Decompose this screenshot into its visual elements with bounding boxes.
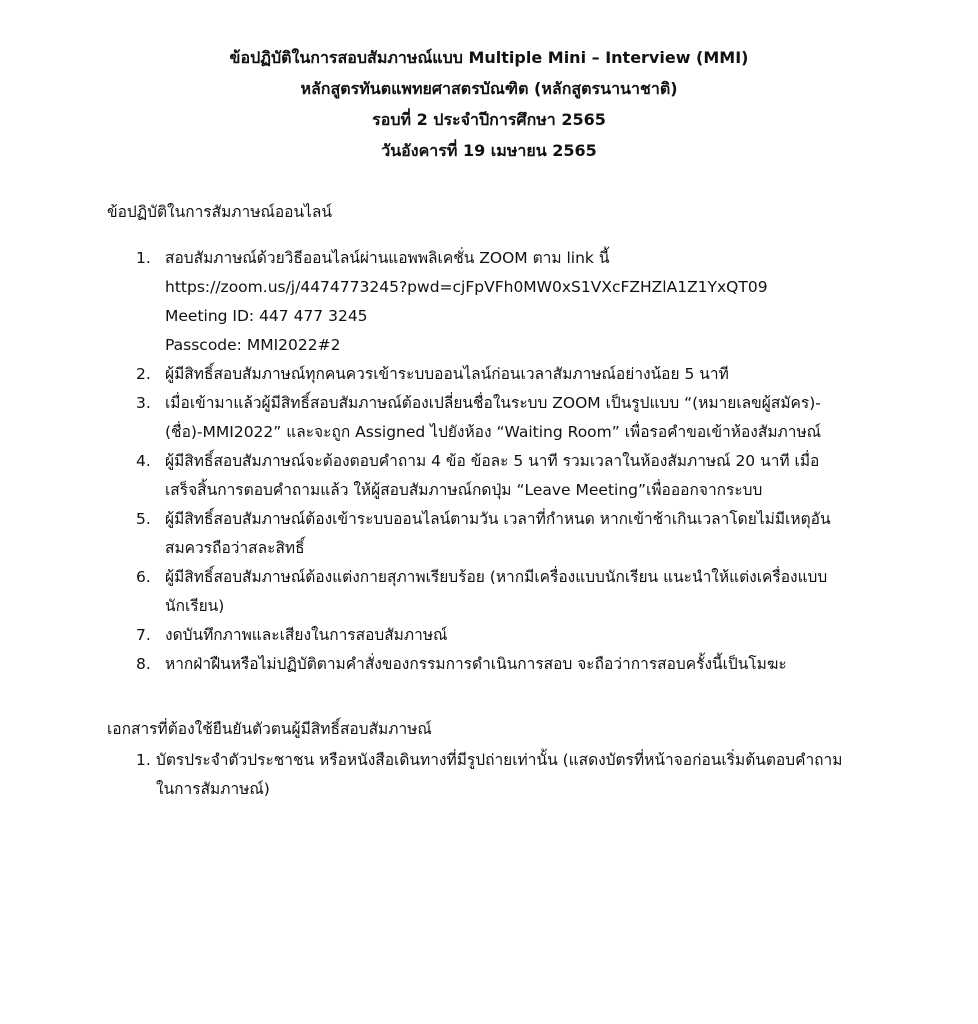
header-round: รอบที่ 2 ประจำปีการศึกษา 2565 [372,110,606,129]
list-item-number: 1. [136,249,151,267]
list-item-text: ผู้มีสิทธิ์สอบสัมภาษณ์ต้องแต่งกายสุภาพเรียบร้อย (หากมีเครื่องแบบนักเรียน แนะนำให้แต่งเครื่องแบบ [165,568,828,586]
document-header [0,42,978,166]
list-item-text: ผู้มีสิทธิ์สอบสัมภาษณ์ต้องเข้าระบบออนไลน์ตามวัน เวลาที่กำหนด หากเข้าช้าเกินเวลาโดยไม่มีเหตุอัน [165,510,831,528]
list-item [0,621,978,650]
list-item [0,244,978,360]
list-item [0,650,978,679]
list-item [0,360,978,389]
list-item-text: นักเรียน) [165,597,225,615]
list-item-text: ในการสัมภาษณ์) [156,780,270,798]
list-item-text: สอบสัมภาษณ์ด้วยวิธีออนไลน์ผ่านแอพพลิเคชั่น ZOOM ตาม link นี้ [165,249,610,267]
list-item-number: 4. [136,452,151,470]
list-item-number: 2. [136,365,151,383]
documents-list [0,746,978,804]
list-item-number: 8. [136,655,151,673]
list-item [0,746,978,804]
online-rules-title: ข้อปฏิบัติในการสัมภาษณ์ออนไลน์ [107,203,332,221]
list-item-number: 6. [136,568,151,586]
list-item [0,447,978,505]
header-title: ข้อปฏิบัติในการสอบสัมภาษณ์แบบ Multiple Mini – Interview (MMI) [229,48,749,67]
meeting-id: Meeting ID: 447 477 3245 [165,307,368,325]
list-item-number: 7. [136,626,151,644]
list-item-text: หากฝ่าฝืนหรือไม่ปฏิบัติตามคำสั่งของกรรมการดำเนินการสอบ จะถือว่าการสอบครั้งนี้เป็นโมฆะ [165,655,787,673]
list-item-number: 1. [136,751,151,769]
list-item-text: ผู้มีสิทธิ์สอบสัมภาษณ์จะต้องตอบคำถาม 4 ข้อ ข้อละ 5 นาที รวมเวลาในห้องสัมภาษณ์ 20 นาที เมื่อ [165,452,820,470]
list-item-text: ผู้มีสิทธิ์สอบสัมภาษณ์ทุกคนควรเข้าระบบออนไลน์ก่อนเวลาสัมภาษณ์อย่างน้อย 5 นาที [165,365,729,383]
list-item-text: เสร็จสิ้นการตอบคำถามแล้ว ให้ผู้สอบสัมภาษณ์กดปุ่ม “Leave Meeting”เพื่อออกจากระบบ [165,481,763,499]
online-rules-list [0,244,978,679]
list-item [0,389,978,447]
header-program: หลักสูตรทันตแพทยศาสตรบัณฑิต (หลักสูตรนานาชาติ) [300,79,678,98]
zoom-link: https://zoom.us/j/4474773245?pwd=cjFpVFh0MW0xS1VXcFZHZlA1Z1YxQT09 [165,278,768,296]
list-item-number: 3. [136,394,151,412]
passcode: Passcode: MMI2022#2 [165,336,341,354]
list-item [0,563,978,621]
list-item-text: บัตรประจำตัวประชาชน หรือหนังสือเดินทางที่มีรูปถ่ายเท่านั้น (แสดงบัตรที่หน้าจอก่อนเริ่มต้นตอบคำถาม [156,751,843,769]
list-item-text: เมื่อเข้ามาแล้วผู้มีสิทธิ์สอบสัมภาษณ์ต้องเปลี่ยนชื่อในระบบ ZOOM เป็นรูปแบบ “(หมายเลขผู้สมัคร)- [165,394,821,412]
list-item-text: (ชื่อ)-MMI2022” และจะถูก Assigned ไปยังห้อง “Waiting Room” เพื่อรอคำขอเข้าห้องสัมภาษณ์ [165,423,822,441]
list-item [0,505,978,563]
list-item-number: 5. [136,510,151,528]
header-date: วันอังคารที่ 19 เมษายน 2565 [381,141,597,160]
documents-title: เอกสารที่ต้องใช้ยืนยันตัวตนผู้มีสิทธิ์สอบสัมภาษณ์ [107,720,432,738]
list-item-text: งดบันทึกภาพและเสียงในการสอบสัมภาษณ์ [165,626,448,644]
list-item-text: สมควรถือว่าสละสิทธิ์ [165,539,305,557]
